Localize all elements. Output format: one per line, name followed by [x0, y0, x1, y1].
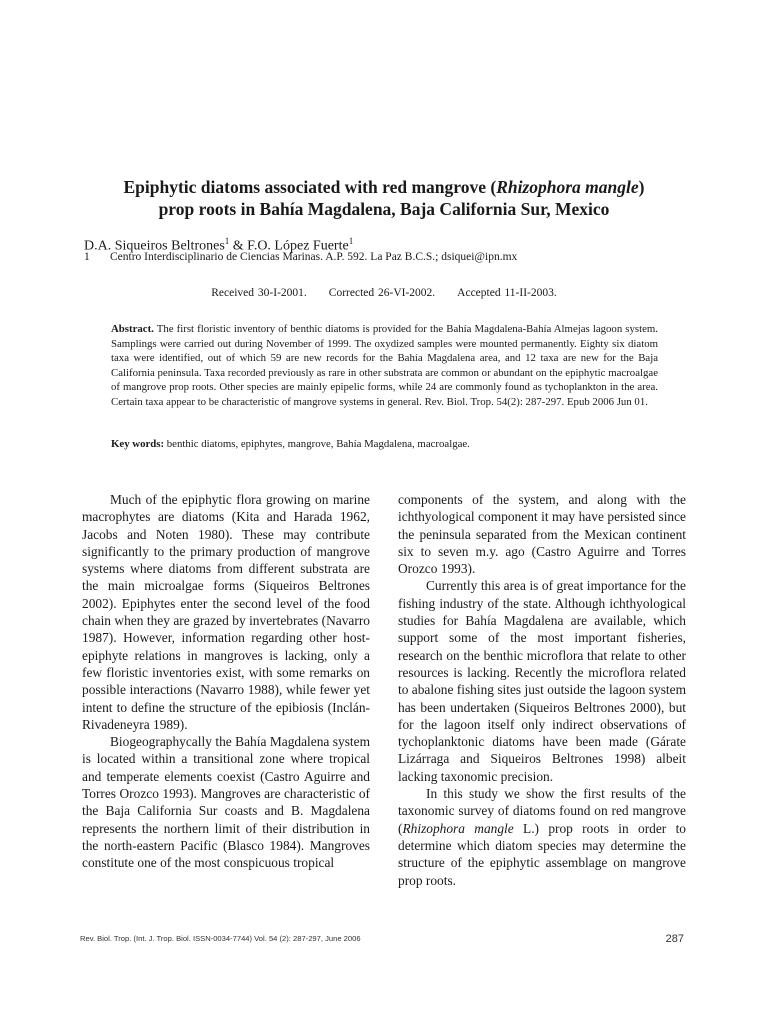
body-paragraph: Much of the epiphytic flora growing on marine macrophytes are diatoms (Kita and Harada 1962, Jacobs and Noten 1980). These may contribute significantly to the primary production of mangrove systems where diatoms from different substrata are the main microalgae forms (Siqueiros Beltrones 2002). Epiphytes enter the second level of the food chain when they are grazed by invertebrates (Navarro 1987). However, information regarding other host-epiphyte relations in mangroves is lacking, only a few floristic inventories exist, with some remarks on possible interactions (Navarro 1988), while fewer yet intent to define the structure of the epibiosis (Inclán-Rivadeneyra 1989).: [82, 492, 370, 732]
abstract: [111, 322, 658, 410]
affiliation-text: Centro Interdisciplinario de Ciencias Marinas. A.P. 592. La Paz B.C.S.; dsiquei@ipn.mx: [110, 251, 518, 263]
received-date: Received 30-I-2001.: [211, 287, 307, 299]
title-part1: Epiphytic diatoms associated with red mangrove (: [123, 177, 497, 197]
author-separator: &: [229, 238, 248, 254]
title-species: Rhizophora mangle: [496, 177, 639, 197]
article-dates: [0, 285, 768, 301]
author-1-affil: 1: [224, 236, 230, 246]
body-column-left: [82, 491, 370, 872]
p5-species: Rhizophora mangle: [402, 820, 514, 836]
body-paragraph: components of the system, and along with the ichthyological component it may have persisted since the peninsula separated from the Mexican continent six to seven m.y. ago (Castro Aguirre and Torres Orozco 1993).: [398, 492, 686, 577]
abstract-label: Abstract.: [111, 323, 154, 335]
journal-citation: Rev. Biol. Trop. (Int. J. Trop. Biol. ISSN-0034-7744) Vol. 54 (2): 287-297, June 2006: [80, 934, 361, 943]
author-1: D.A. Siqueiros Beltrones: [84, 238, 225, 254]
body-paragraph: Currently this area is of great importance for the fishing industry of the state. Although ichthyological studies for Bahía Magdalena are available, which support some of the most important fisheries, research on the benthic microflora that relate to other resources is lacking. Recently the microflora related to abalone fishing sites just outside the lagoon system has been undertaken (Siqueiros Beltrones 2000), but for the lagoon itself only indirect observations of tychoplanktonic diatoms have been made (Gárate Lizárraga and Siqueiros Beltrones 1998) albeit lacking taxonomic precision.: [398, 578, 686, 784]
title-part2: ): [638, 177, 645, 197]
body-paragraph: [398, 785, 686, 889]
title-line2: prop roots in Bahía Magdalena, Baja California Sur, Mexico: [158, 199, 610, 219]
abstract-text: The first floristic inventory of benthic diatoms is provided for the Bahía Magdalena-Bahía Almejas lagoon system. Samplings were carried out during November of 1999. The oxydized samples were mounted permanently. Eighty six diatom taxa were identified, out of which 59 are new records for the Bahía Magdalena area, and 12 taxa are new for the Baja California peninsula. Taxa recorded previously as rare in other substrata are common or abundant on the epiphytic macroalgae of mangrove prop roots. Other species are mainly epipelic forms, while 24 are commonly found as tychoplankton in the area. Certain taxa appear to be characteristic of mangrove systems in general. Rev. Biol. Trop. 54(2): 287-297. Epub 2006 Jun 01.: [111, 323, 658, 408]
corrected-date: Corrected 26-VI-2002.: [328, 287, 436, 299]
affiliation: [84, 249, 517, 265]
page-number: 287: [665, 933, 684, 945]
p5-text-b: L.) prop roots in order to determine which diatom species may determine the structure of the epiphytic assemblage on mangrove prop roots.: [398, 820, 686, 888]
keywords: [111, 437, 658, 452]
keywords-text: benthic diatoms, epiphytes, mangrove, Bahía Magdalena, macroalgae.: [164, 438, 470, 450]
body-column-right: [398, 491, 686, 889]
author-2-affil: 1: [348, 236, 354, 246]
body-paragraph: Biogeographycally the Bahía Magdalena system is located within a transitional zone where tropical and temperate elements coexist (Castro Aguirre and Torres Orozco 1993). Mangroves are characteristic of the Baja California Sur coasts and B. Magdalena represents the northern limit of their distribution in the north-eastern Pacific (Blasco 1984). Mangroves constitute one of the most conspicuous tropical: [82, 734, 370, 871]
keywords-label: Key words:: [111, 438, 165, 450]
accepted-date: Accepted 11-II-2003.: [457, 287, 557, 299]
affiliation-number: 1: [84, 251, 90, 263]
author-2: F.O. López Fuerte: [247, 238, 349, 254]
p5-text-a: In this study we show the first results of the taxonomic survey of diatoms found on red mangrove (: [398, 786, 686, 836]
article-title: [80, 176, 688, 220]
